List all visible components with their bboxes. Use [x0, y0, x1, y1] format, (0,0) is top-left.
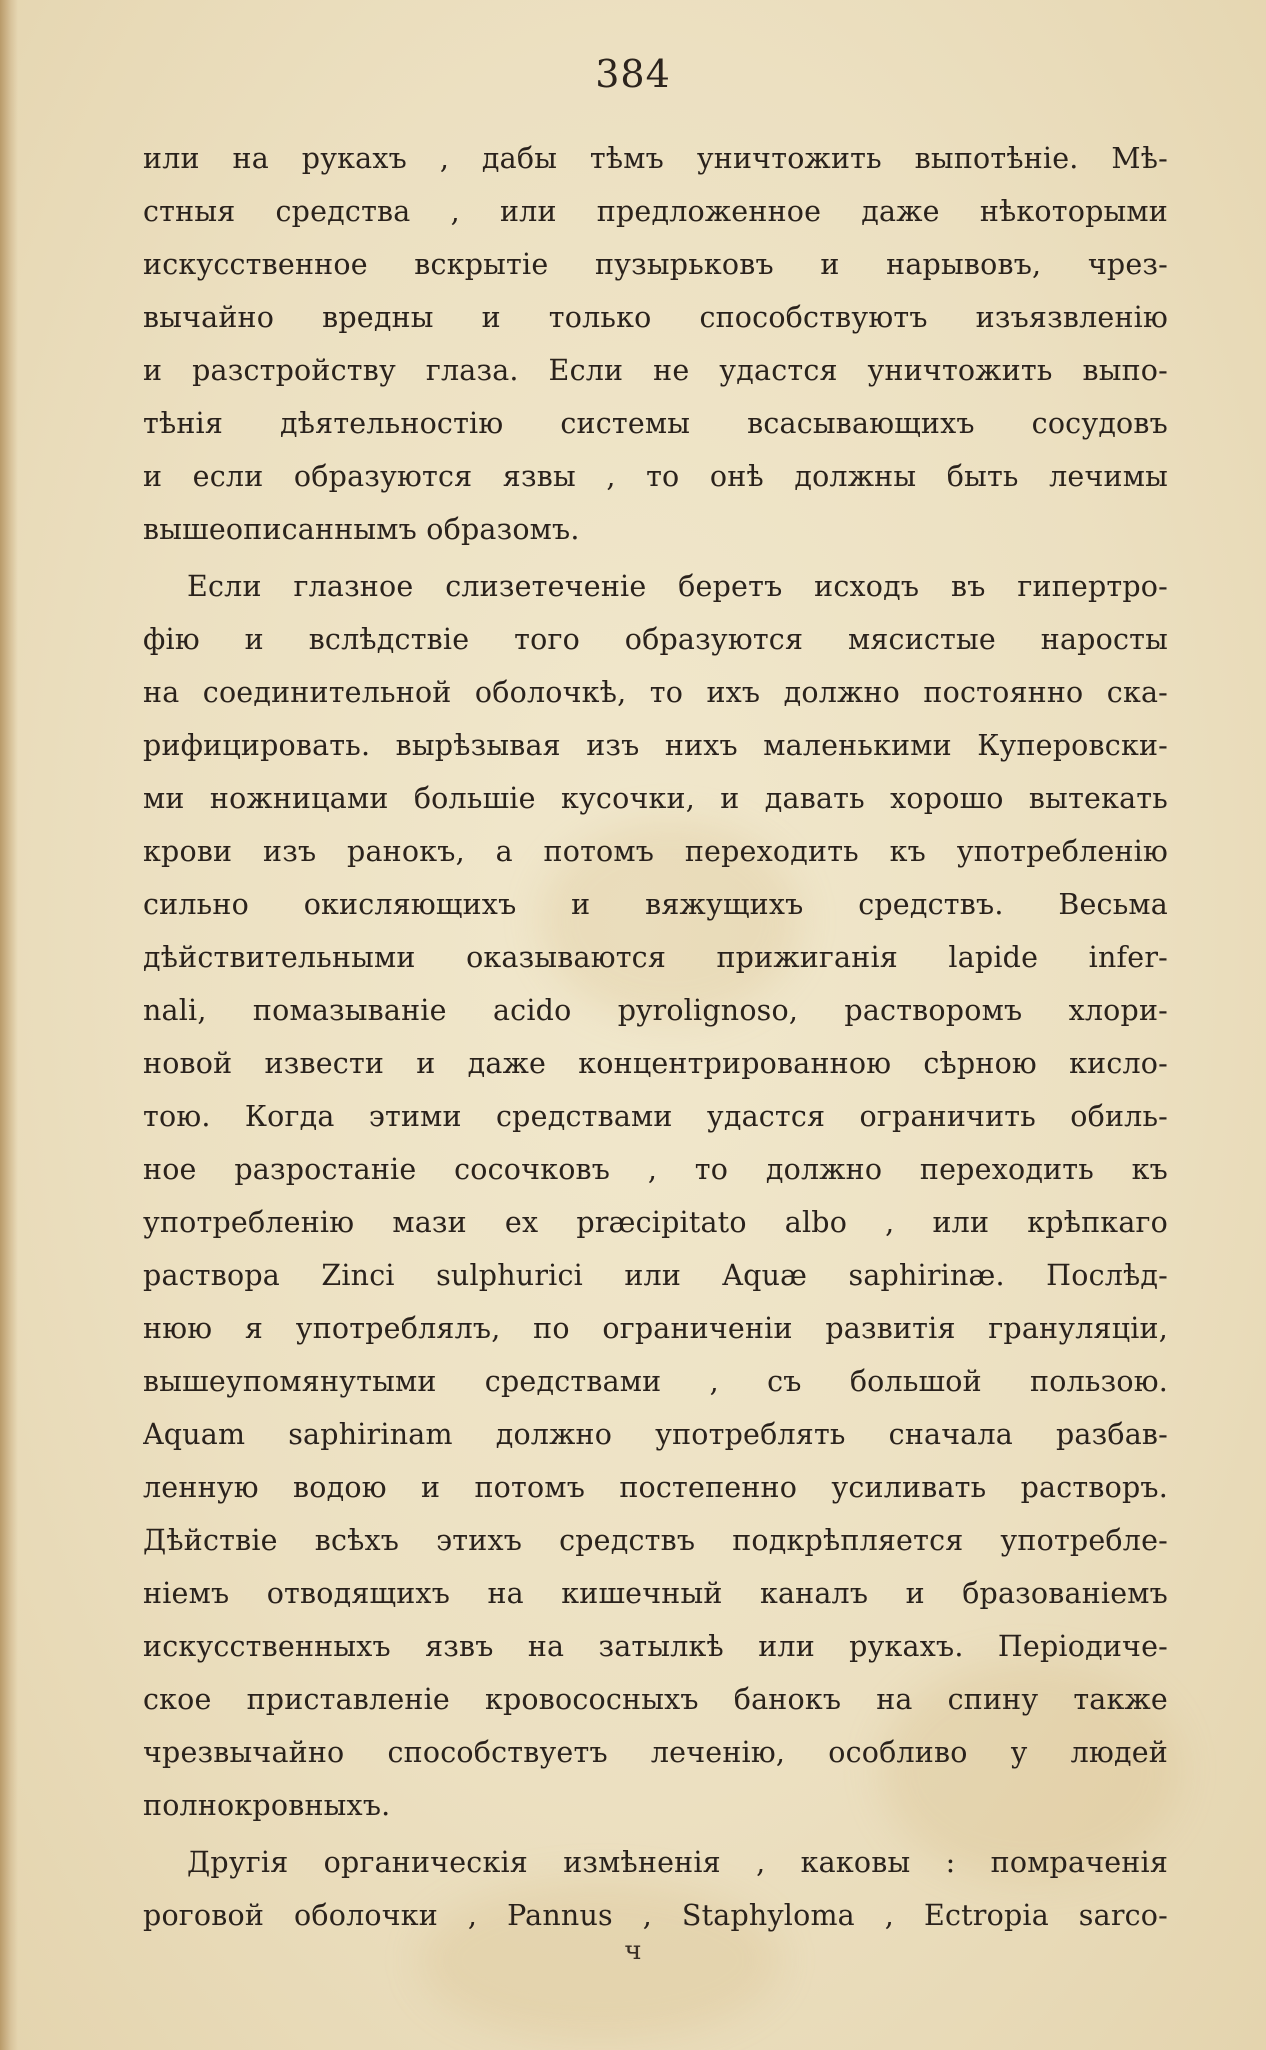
text-line: ленную водою и потомъ постепенно усиливать растворъ. [143, 1471, 1168, 1504]
text-line: или на рукахъ , дабы тѣмъ уничтожить выпотѣніе. Мѣ- [143, 142, 1168, 175]
text-line: роговой оболочки , Pannus , Staphyloma , Ectropia sarco- [143, 1899, 1168, 1932]
text-line: вышеупомянутыми средствами , съ большой пользою. [143, 1365, 1168, 1398]
text-line: на соединительной оболочкѣ, то ихъ должно постоянно ска- [143, 676, 1168, 709]
text-line: ми ножницами большіе кусочки, и давать хорошо вытекать [143, 782, 1168, 815]
body-text [143, 132, 1168, 1946]
text-line: сильно окисляющихъ и вяжущихъ средствъ. Весьма [143, 888, 1168, 921]
text-line: ніемъ отводящихъ на кишечный каналъ и бразованіемъ [143, 1577, 1168, 1610]
text-line: Aquam saphirinam должно употреблять сначала разбав- [143, 1418, 1168, 1451]
paragraph [143, 1836, 1168, 1942]
page-number: 384 [595, 52, 671, 96]
paragraph [143, 560, 1168, 1832]
text-line: Дѣйствіе всѣхъ этихъ средствъ подкрѣпляется употребле- [143, 1524, 1168, 1557]
paragraph [143, 132, 1168, 556]
text-line: искусственное вскрытіе пузырьковъ и нарывовъ, чрез- [143, 248, 1168, 281]
text-line: Если глазное слизетеченіе беретъ исходъ въ гипертро- [187, 570, 1168, 603]
text-line: чрезвычайно способствуетъ леченію, особливо у людей [143, 1736, 1168, 1769]
text-line: вышеописаннымъ образомъ. [143, 513, 580, 546]
page-binding-edge [0, 0, 18, 2050]
text-line: фію и вслѣдствіе того образуются мясистые наросты [143, 623, 1168, 656]
signature-mark: ч [624, 1936, 642, 1966]
text-line: искусственныхъ язвъ на затылкѣ или рукахъ. Періодиче- [143, 1630, 1168, 1663]
text-line: крови изъ ранокъ, а потомъ переходить къ употребленію [143, 835, 1168, 868]
text-line: вычайно вредны и только способствуютъ изъязвленію [143, 301, 1168, 334]
text-line: употребленію мази ex præcipitato albo , или крѣпкаго [143, 1206, 1168, 1239]
text-line: ное разростаніе сосочковъ , то должно переходить къ [143, 1153, 1168, 1186]
text-line: новой извести и даже концентрированною сѣрною кисло- [143, 1047, 1168, 1080]
text-line: и разстройству глаза. Если не удастся уничтожить выпо- [143, 354, 1168, 387]
text-line: нюю я употреблялъ, по ограниченіи развитія грануляціи, [143, 1312, 1168, 1345]
text-line: тою. Когда этими средствами удастся ограничить обиль- [143, 1100, 1168, 1133]
text-line: nali, помазываніе acido pyrolignoso, растворомъ хлори- [143, 994, 1168, 1027]
text-line: дѣйствительными оказываются прижиганія lapide infer- [143, 941, 1168, 974]
text-line: и если образуются язвы , то онѣ должны быть лечимы [143, 460, 1168, 493]
text-line: полнокровныхъ. [143, 1789, 391, 1822]
text-line: раствора Zinci sulphurici или Aquæ saphirinæ. Послѣд- [143, 1259, 1168, 1292]
text-line: стныя средства , или предложенное даже нѣкоторыми [143, 195, 1168, 228]
text-line: рифицировать. вырѣзывая изъ нихъ маленькими Куперовски- [143, 729, 1168, 762]
text-line: ское приставленіе кровососныхъ банокъ на спину также [143, 1683, 1168, 1716]
text-line: тѣнія дѣятельностію системы всасывающихъ сосудовъ [143, 407, 1168, 440]
text-line: Другія органическія измѣненія , каковы : помраченія [187, 1846, 1168, 1879]
